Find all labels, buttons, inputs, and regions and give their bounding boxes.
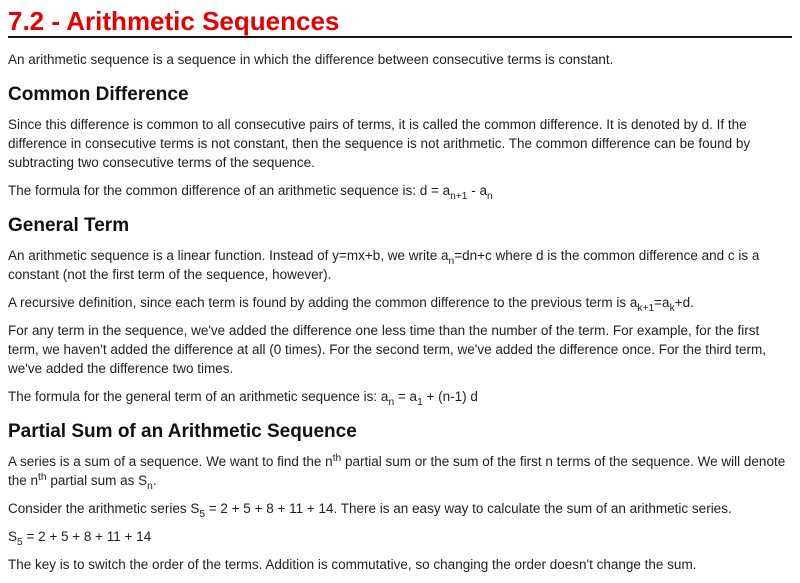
common-difference-formula: The formula for the common difference of an arithmetic sequence is: $d = a_{n+1} - a_n$: [8, 183, 493, 202]
page-title: 7.2 - Arithmetic Sequences: [8, 6, 340, 36]
partial-sum-consider: Consider the arithmetic series $S_5 = 2 + 5 + 8 + 11 + 14$. There is an easy way to calculate the sum of an arithmetic series.: [8, 501, 732, 520]
notes-document: [8, 8, 792, 574]
general-term-recursive-definition: A recursive definition, since each term is found by adding the common difference to the previous term is $a_{k+1}=a_k+d$.: [8, 295, 694, 314]
general-term-linear-function: An arithmetic sequence is a linear function. Instead of y=mx+b, we write $a_n=dn+c$ where d is the common difference and c is a constant (not the first term of the sequence, however).: [8, 248, 760, 282]
title-divider: [8, 36, 792, 38]
section-heading-partial-sum: Partial Sum of an Arithmetic Sequence: [8, 421, 357, 442]
common-difference-description: Since this difference is common to all consecutive pairs of terms, it is called the common difference. It is denoted by d. If the difference in consecutive terms is not constant, then the sequence is not arithmetic. The common difference can be found by subtracting two consecutive terms of the sequence.: [8, 117, 751, 170]
section-heading-common-difference: Common Difference: [8, 84, 189, 105]
general-term-formula: The formula for the general term of an arithmetic sequence is: $a_n = a_1 + (n-1)$ d: [8, 389, 478, 408]
section-heading-general-term: General Term: [8, 215, 130, 236]
general-term-explanation: For any term in the sequence, we've added the difference one less time than the number of the term. For example, for the first term, we haven't added the difference at all (0 times). For the second term, we've added the difference once. For the third term, we've added the difference two times.: [8, 323, 767, 376]
partial-sum-series-definition: A series is a sum of a sequence. We want to find the $n^{th}$ partial sum or the sum of the first n terms of the sequence. We will denote the $n^{th}$ partial sum as $S_n$.: [8, 453, 786, 492]
document-page: [8, 8, 792, 574]
intro-paragraph: An arithmetic sequence is a sequence in which the difference between consecutive terms is constant.: [8, 52, 614, 67]
partial-sum-key: The key is to switch the order of the terms. Addition is commutative, so changing the order doesn't change the sum.: [8, 557, 697, 572]
partial-sum-series-line: $S_5 = 2 + 5 + 8 + 11 + 14$: [8, 529, 152, 548]
